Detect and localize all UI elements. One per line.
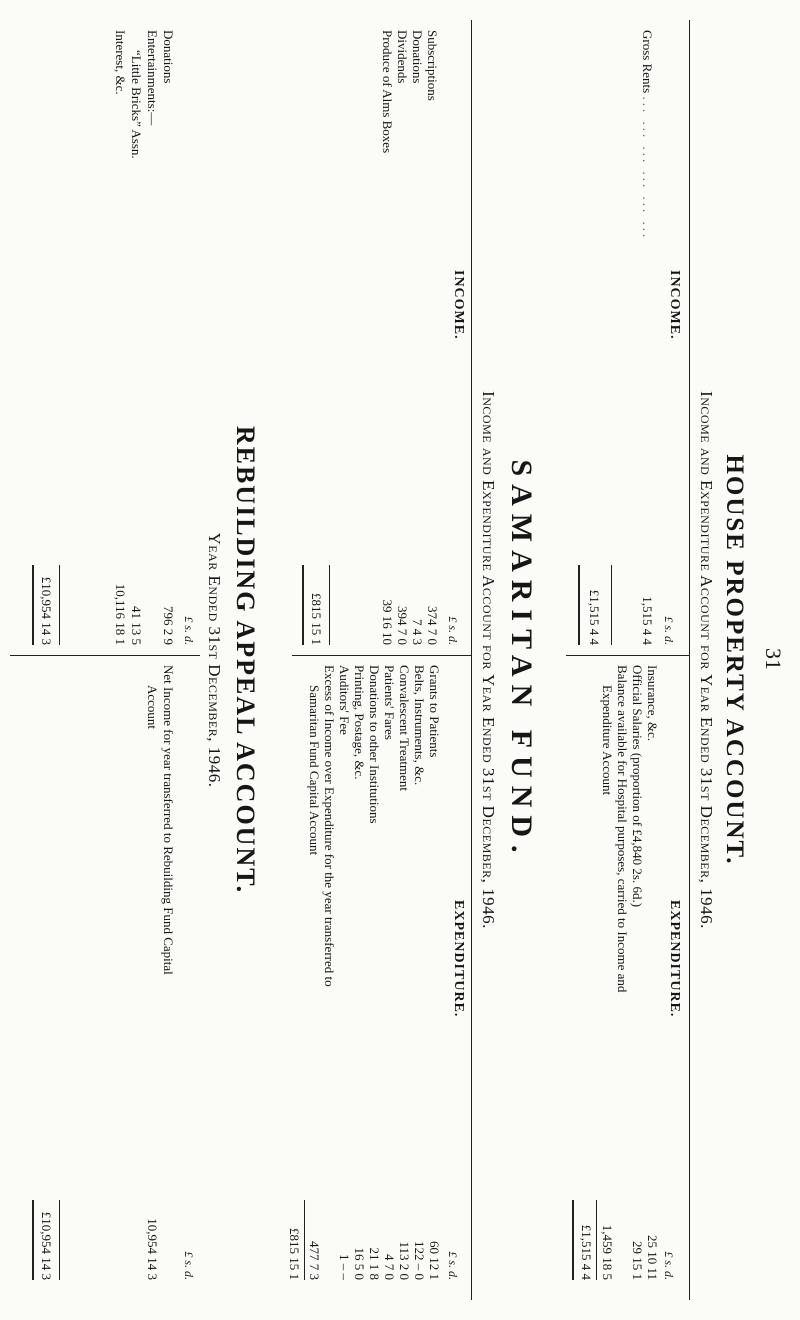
rebuilding-income-total: £10,954 14 3 (39, 576, 54, 645)
house-income-heading: INCOME. (667, 270, 682, 340)
samaritan-income-amount: 7 4 3 (410, 619, 425, 645)
rebuilding-exp-double-rule (32, 1200, 34, 1280)
rebuilding-income-double-rule (32, 565, 34, 645)
samaritan-income-label: Donations (410, 30, 425, 84)
samaritan-income-currency-header: £ s. d. (446, 616, 460, 645)
samaritan-exp-amount: 1 ‒ ‒ (337, 1254, 352, 1280)
house-exp-total-rule (596, 1200, 597, 1280)
rebuilding-income-currency-header: £ s. d. (182, 616, 196, 645)
rebuilding-income-amount: 796 2 9 (161, 606, 176, 645)
samaritan-exp-label: Belts, Instruments, &c. (412, 665, 427, 786)
samaritan-exp-amount: 21 1 8 (367, 1247, 382, 1280)
samaritan-income-heading: INCOME. (451, 270, 466, 340)
samaritan-income-amount: 374 7 0 (425, 606, 440, 645)
house-income-total-rule (611, 565, 612, 645)
samaritan-expenditure-heading: EXPENDITURE. (451, 900, 466, 1018)
samaritan-exp-amount: 60 12 1 (427, 1241, 442, 1280)
samaritan-exp-total: £815 15 1 (286, 1200, 302, 1280)
samaritan-title: SAMARITAN FUND. (505, 459, 538, 861)
samaritan-exp-label: Donations to other Institutions (367, 665, 382, 824)
samaritan-income-label: Subscriptions (425, 30, 440, 101)
rebuilding-subtitle: Year Ended 31st December, 1946. (205, 532, 224, 788)
house-income-label: Gross Rents (640, 30, 655, 94)
house-exp-label: Insurance, &c. (645, 665, 660, 742)
rebuilding-income-label: Interest, &c. (113, 30, 128, 95)
rebuilding-title: REBUILDING APPEAL ACCOUNT. (231, 425, 260, 895)
rebuilding-income-total-rule (59, 565, 60, 645)
house-center-divider (566, 655, 690, 656)
house-property-subtitle: Income and Expenditure Account for Year Ended 31st December, 1946. (697, 391, 716, 929)
house-income-row (639, 30, 655, 240)
house-income-currency-header: £ s. d. (662, 616, 676, 645)
samaritan-exp-amount: 113 2 0 (397, 1241, 412, 1280)
samaritan-exp-amount: 4 7 0 (382, 1254, 397, 1280)
house-exp-amount: 29 15 1 (630, 1241, 645, 1280)
samaritan-exp-total-rule (304, 1200, 305, 1280)
rebuilding-income-label: “Little Bricks” Assn. (129, 50, 144, 159)
leader-dots: ... ... ... ... ... ... (640, 96, 655, 241)
rebuilding-center-divider (10, 655, 200, 656)
samaritan-exp-amount: 122 ‒ 0 (412, 1241, 427, 1280)
samaritan-top-rule (471, 20, 472, 1300)
rebuilding-exp-label: Net Income for year transferred to Rebuilding Fund Capital (161, 665, 176, 975)
house-expenditure-heading: EXPENDITURE. (667, 900, 682, 1018)
house-income-amount: 1,515 4 4 (640, 596, 655, 645)
samaritan-subtitle: Income and Expenditure Account for Year Ended 31st December, 1946. (479, 391, 498, 929)
samaritan-income-label: Produce of Alms Boxes (380, 30, 395, 154)
samaritan-exp-label: Samaritan Fund Capital Account (307, 685, 322, 856)
rebuilding-income-label: Donations (161, 30, 176, 84)
house-income-double-rule (578, 565, 580, 645)
samaritan-income-amount: 394 7 0 (395, 606, 410, 645)
rebuilding-exp-total: £10,954 14 3 (39, 1211, 54, 1280)
house-exp-currency-header: £ s. d. (662, 1251, 676, 1280)
house-exp-amount: 1,459 18 5 (600, 1224, 615, 1280)
house-exp-double-rule (572, 1200, 574, 1280)
samaritan-exp-label: Patients' Fares (382, 665, 397, 740)
samaritan-exp-label: Grants to Patients (427, 665, 442, 758)
rebuilding-exp-currency-header: £ s. d. (182, 1251, 196, 1280)
samaritan-income-label: Dividends (395, 30, 410, 84)
samaritan-center-divider (292, 655, 472, 656)
samaritan-income-amount: 39 16 10 (380, 599, 395, 645)
house-exp-amount: 25 10 11 (645, 1234, 660, 1280)
rebuilding-exp-amount: 10,954 14 3 (145, 1218, 160, 1280)
rebuilding-exp-total-rule (59, 1200, 60, 1280)
samaritan-income-total: £815 15 1 (309, 593, 324, 645)
house-exp-label: Balance available for Hospital purposes, carried to Income and (615, 665, 630, 993)
house-exp-total: £1,515 4 4 (579, 1224, 594, 1280)
house-exp-label: Expenditure Account (600, 685, 615, 796)
house-exp-label: Official Salaries (proportion of £4,840 2s. 6d.) (630, 665, 645, 908)
rebuilding-income-amount: 10,116 18 1 (113, 583, 128, 645)
samaritan-income-total-rule (329, 565, 330, 645)
rebuilding-income-amount: 41 13 5 (129, 606, 144, 645)
rebuilding-income-label: Entertainments:— (145, 30, 160, 126)
rebuilding-exp-label: Account (145, 685, 160, 730)
house-property-title: HOUSE PROPERTY ACCOUNT. (721, 454, 748, 866)
samaritan-exp-amount: 477 7 3 (307, 1241, 322, 1280)
samaritan-exp-label: Convalescent Treatment (397, 665, 412, 792)
house-top-rule (689, 20, 690, 1300)
samaritan-exp-label: Auditors' Fee (337, 665, 352, 735)
samaritan-exp-currency-header: £ s. d. (446, 1251, 460, 1280)
samaritan-income-double-rule (302, 565, 304, 645)
house-income-total: £1,515 4 4 (587, 589, 602, 645)
page-number: 31 (761, 648, 786, 670)
samaritan-exp-label: Printing, Postage, &c. (352, 665, 367, 780)
samaritan-exp-label: Excess of Income over Expenditure for the year transferred to (322, 665, 337, 987)
samaritan-exp-amount: 16 5 0 (352, 1247, 367, 1280)
